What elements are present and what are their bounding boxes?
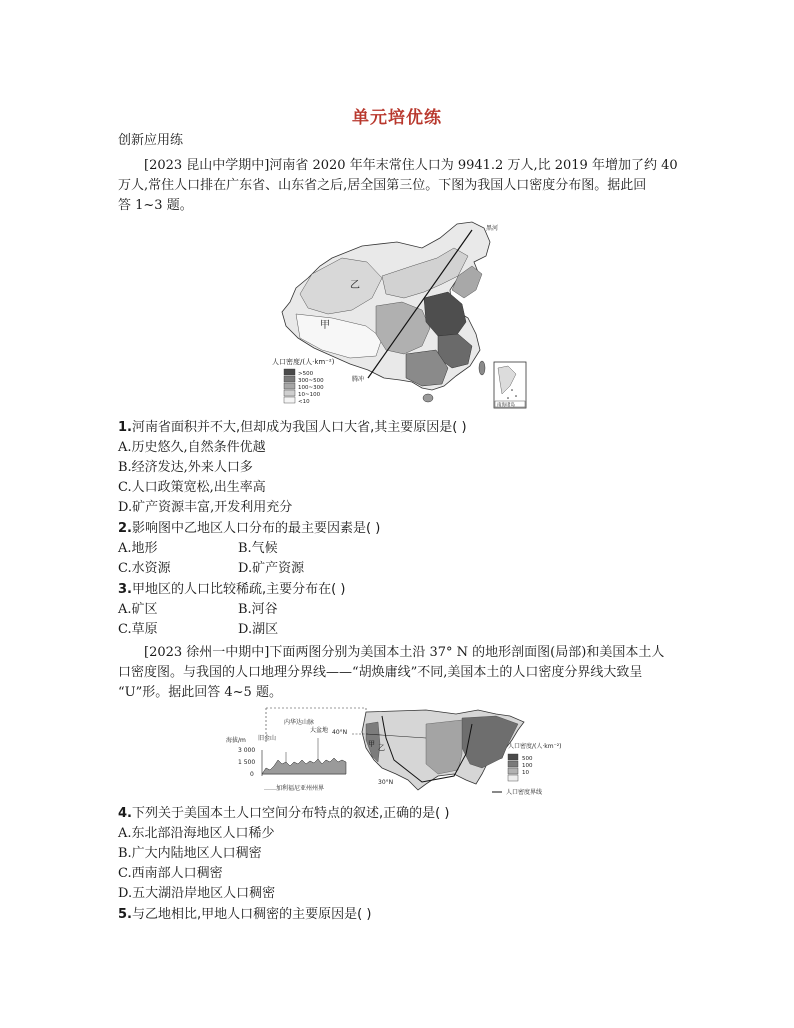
legend-swatch-3 (284, 390, 295, 396)
us-legend-500: 500 (522, 756, 533, 762)
intro1-line1: [2023 昆山中学期中]河南省 2020 年年末常住人口为 9941.2 万人,比 2019 年增加了约 40 (144, 158, 678, 173)
label-heihe: 黑河 (486, 225, 499, 232)
legend-title: 人口密度/(人·km⁻²) (272, 358, 335, 366)
label-sierra-nevada: 内华达山脉 (284, 719, 315, 726)
legend-label-3: 10~100 (298, 392, 321, 398)
label-great-basin: 大盆地 (310, 727, 329, 734)
profile-tick-3000: 3 000 (238, 747, 256, 754)
page-title: 单元培优练 (352, 108, 442, 128)
us-central-medium (426, 720, 462, 774)
legend-swatch-0 (284, 369, 295, 375)
legend-label-2: 100~300 (298, 385, 324, 391)
question-2-number: 2. (118, 521, 132, 536)
question-3-number: 3. (118, 582, 132, 597)
q2-option-c[interactable]: C.水资源 (118, 561, 171, 576)
q3-option-d[interactable]: D.湖区 (238, 622, 279, 637)
q3-option-a[interactable]: A.矿区 (118, 602, 158, 617)
hainan (423, 394, 433, 402)
label-yi: 乙 (350, 280, 360, 291)
question-5-number: 5. (118, 907, 132, 922)
q3-option-c[interactable]: C.草原 (118, 622, 158, 637)
question-2 (118, 519, 380, 539)
q4-option-a[interactable]: A.东北部沿海地区人口稀少 (118, 826, 275, 841)
question-5-stem: 与乙地相比,甲地人口稠密的主要原因是( ) (131, 907, 372, 922)
intro1-line3: 答 1~3 题。 (118, 198, 193, 213)
question-3-stem: 甲地区的人口比较稀疏,主要分布在( ) (131, 582, 346, 597)
question-4-stem: 下列关于美国本土人口空间分布特点的叙述,正确的是( ) (131, 806, 450, 821)
q3-option-b[interactable]: B.河谷 (238, 602, 278, 617)
legend-swatch-4 (284, 397, 295, 403)
south-china-sea-inset (494, 362, 526, 408)
profile-tick-0: 0 (250, 771, 254, 778)
inset-label: 南海诸岛 (497, 403, 515, 408)
label-jia-us: 甲 (368, 740, 375, 748)
label-san-francisco: 旧金山 (258, 735, 277, 742)
terrain-profile (262, 758, 346, 774)
question-4-number: 4. (118, 806, 132, 821)
question-1 (118, 418, 467, 438)
label-lat-40: 40°N (332, 729, 348, 736)
label-tengchong: 腾冲 (352, 376, 365, 383)
label-lat-30: 30°N (378, 779, 394, 786)
us-legend-title: 人口密度/(人·km⁻²) (508, 743, 562, 750)
intro2-line2: 口密度图。与我国的人口地理分界线——“胡焕庸线”不同,美国本土的人口密度分界线大致呈 (118, 665, 643, 680)
legend-label-0: >500 (298, 371, 314, 377)
intro2-line3: “U”形。据此回答 4~5 题。 (118, 685, 282, 700)
legend-swatch-2 (284, 383, 295, 389)
question-1-stem: 河南省面积并不大,但却成为我国人口大省,其主要原因是( ) (131, 420, 467, 435)
q2-option-b[interactable]: B.气候 (238, 541, 278, 556)
q4-option-d[interactable]: D.五大湖沿岸地区人口稠密 (118, 886, 276, 901)
legend-swatch-1 (284, 376, 295, 382)
q2-option-a[interactable]: A.地形 (118, 541, 158, 556)
q1-option-d[interactable]: D.矿产资源丰富,开发利用充分 (118, 500, 293, 515)
intro2-line1: [2023 徐州一中期中]下面两图分别为美国本土沿 37° N 的地形剖面图(局部)和美国本土人 (144, 645, 665, 660)
question-4 (118, 804, 449, 824)
us-profile-and-density-map (226, 704, 576, 800)
question-3 (118, 580, 345, 600)
profile-axis-title: 海拔/m (226, 737, 246, 744)
q2-option-d[interactable]: D.矿产资源 (238, 561, 305, 576)
q1-option-b[interactable]: B.经济发达,外来人口多 (118, 460, 253, 475)
us-legend-100: 100 (522, 763, 533, 769)
legend-label-1: 300~500 (298, 378, 324, 384)
q4-option-b[interactable]: B.广大内陆地区人口稠密 (118, 846, 262, 861)
label-jia: 甲 (320, 320, 330, 331)
section-heading: 创新应用练 (118, 133, 184, 148)
legend-label-4: <10 (298, 399, 310, 405)
q1-option-c[interactable]: C.人口政策宽松,出生率高 (118, 480, 266, 495)
question-2-stem: 影响图中乙地区人口分布的最主要因素是( ) (131, 521, 381, 536)
q1-option-a[interactable]: A.历史悠久,自然条件优越 (118, 440, 266, 455)
profile-note: ……加利福尼亚州州界 (264, 785, 325, 792)
us-legend-line: 人口密度界线 (506, 789, 543, 796)
profile-tick-1500: 1 500 (238, 759, 256, 766)
us-legend-10: 10 (522, 770, 529, 776)
taiwan (479, 361, 485, 375)
question-1-number: 1. (118, 420, 132, 435)
intro1-line2: 万人,常住人口排在广东省、山东省之后,居全国第三位。下图为我国人口密度分布图。据此回 (118, 178, 647, 193)
legend-items (284, 369, 324, 405)
q4-option-c[interactable]: C.西南部人口稠密 (118, 866, 223, 881)
label-yi-us: 乙 (378, 744, 385, 752)
question-5 (118, 905, 371, 925)
china-population-density-map (272, 218, 528, 410)
